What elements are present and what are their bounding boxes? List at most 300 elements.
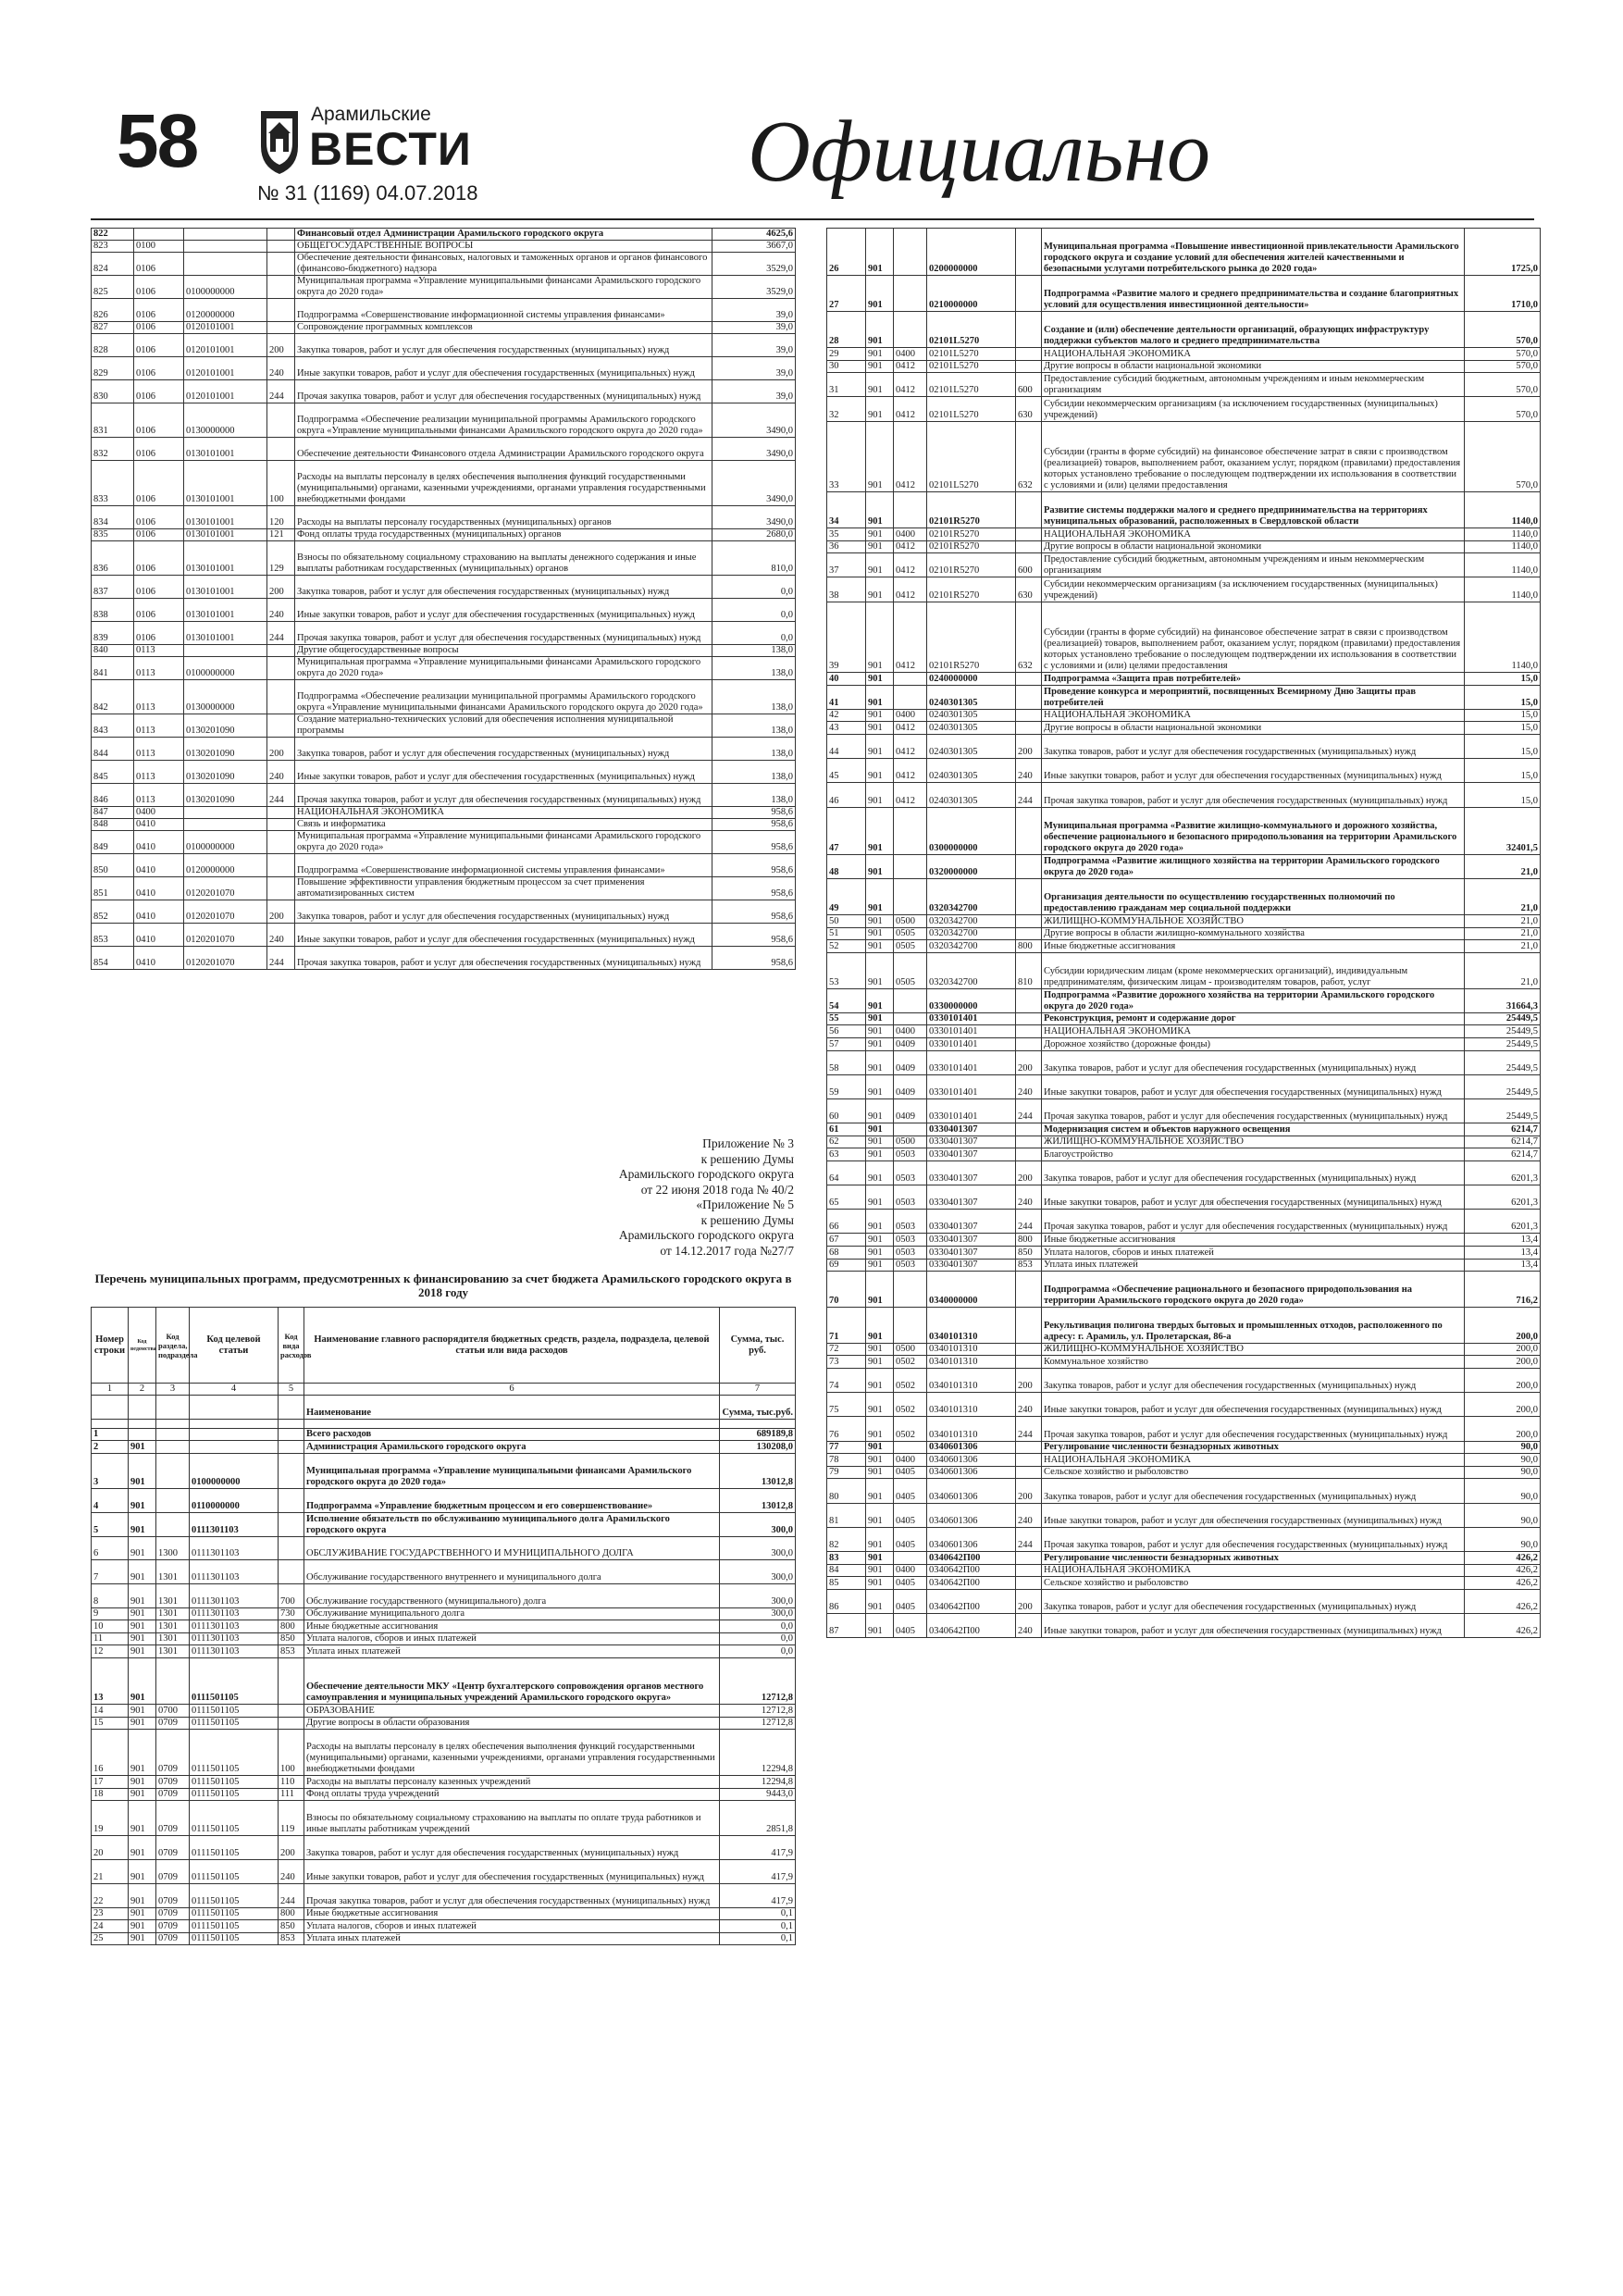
table-cell: 244	[1016, 783, 1042, 807]
table-cell	[1016, 1037, 1042, 1050]
table-row	[92, 1645, 796, 1657]
table-cell	[894, 879, 927, 915]
table-cell: 901	[129, 1884, 156, 1908]
table-cell: 200	[1016, 1160, 1042, 1185]
table-cell: 901	[866, 927, 894, 940]
table-cell: 0106	[134, 622, 184, 645]
table-cell	[267, 403, 295, 438]
table-cell: 12294,8	[720, 1729, 796, 1776]
table-cell: 0340642П00	[927, 1564, 1016, 1577]
table-cell: 0100000000	[184, 657, 267, 680]
table-row	[827, 1148, 1541, 1161]
table-cell: 0709	[156, 1836, 190, 1860]
table-cell	[267, 831, 295, 854]
table-cell: 200,0	[1465, 1393, 1541, 1417]
table-cell: 43	[827, 722, 866, 735]
table-cell: Субсидии некоммерческим организациям (за исключением государственных (муниципальных) учреждений)	[1042, 397, 1465, 421]
table-cell: 0412	[894, 602, 927, 673]
table-cell: 570,0	[1465, 397, 1541, 421]
table-cell: 0330101401	[927, 1025, 1016, 1038]
table-cell: 3490,0	[712, 506, 796, 529]
table-cell: 138,0	[712, 680, 796, 714]
table-cell: 32	[827, 397, 866, 421]
table-cell: Расходы на выплаты персоналу в целях обеспечения выполнения функций государственными (муниципальными) органами, казенными учреждениями, органами управления государственными внебюджетными фондами	[295, 461, 712, 506]
table-cell: 200,0	[1465, 1369, 1541, 1393]
table-cell: 0405	[894, 1577, 927, 1590]
table-cell: 0130101001	[184, 529, 267, 541]
table-cell: 0505	[894, 952, 927, 988]
table-cell: 901	[129, 1907, 156, 1919]
table-cell: 34	[827, 492, 866, 528]
col-header-row-number: Номер строки	[92, 1308, 129, 1384]
table-cell	[267, 877, 295, 900]
header-rule	[91, 218, 1534, 220]
table-cell: 1710,0	[1465, 276, 1541, 312]
table-cell: 0,0	[712, 599, 796, 622]
table-cell: 0106	[134, 253, 184, 276]
table-cell: 0409	[894, 1050, 927, 1074]
table-cell	[1016, 229, 1042, 276]
table-cell: 901	[129, 1607, 156, 1620]
table-cell: НАЦИОНАЛЬНАЯ ЭКОНОМИКА	[1042, 1564, 1465, 1577]
table-row	[827, 927, 1541, 940]
table-row	[92, 831, 796, 854]
table-cell	[267, 819, 295, 831]
table-cell: Другие вопросы в области национальной экономики	[1042, 360, 1465, 373]
table-cell: 0340601306	[927, 1466, 1016, 1479]
table-cell: 901	[129, 1488, 156, 1512]
table-cell: Закупка товаров, работ и услуг для обеспечения государственных (муниципальных) нужд	[1042, 1479, 1465, 1503]
table-row	[92, 1488, 796, 1512]
table-cell: 0240301305	[927, 783, 1016, 807]
col-number: 7	[720, 1384, 796, 1396]
table-cell: 836	[92, 541, 134, 576]
table-cell: 0405	[894, 1503, 927, 1527]
table-row	[827, 722, 1541, 735]
table-cell	[1016, 1454, 1042, 1467]
table-cell: Сельское хозяйство и рыболовство	[1042, 1577, 1465, 1590]
table-cell: Администрация Арамильского городского округа	[304, 1441, 720, 1453]
table-cell: 0330101401	[927, 1012, 1016, 1025]
table-cell: Обслуживание государственного внутреннего и муниципального долга	[304, 1560, 720, 1584]
page-number: 58	[117, 99, 198, 183]
table-cell: 3490,0	[712, 438, 796, 461]
table-cell: Коммунальное хозяйство	[1042, 1356, 1465, 1369]
table-cell: 57	[827, 1037, 866, 1050]
table-cell: 901	[866, 915, 894, 928]
table-cell: 417,9	[720, 1884, 796, 1908]
table-cell	[267, 645, 295, 657]
table-cell	[1016, 527, 1042, 540]
table-cell: 0130101001	[184, 438, 267, 461]
table-row	[92, 403, 796, 438]
table-row	[827, 1503, 1541, 1527]
table-cell: 901	[866, 1503, 894, 1527]
table-cell: 0709	[156, 1776, 190, 1788]
table-row	[827, 879, 1541, 915]
table-cell: 66	[827, 1210, 866, 1234]
table-cell: ЖИЛИЩНО-КОММУНАЛЬНОЕ ХОЗЯЙСТВО	[1042, 1136, 1465, 1148]
table-cell: 0400	[894, 347, 927, 360]
table-cell: 849	[92, 831, 134, 854]
table-cell: 0106	[134, 334, 184, 357]
table-cell: 0405	[894, 1613, 927, 1637]
table-cell: 240	[1016, 1503, 1042, 1527]
table-cell: 55	[827, 1012, 866, 1025]
table-cell: 0320342700	[927, 952, 1016, 988]
table-cell: 240	[1016, 1393, 1042, 1417]
table-cell: Регулирование численности безнадзорных животных	[1042, 1551, 1465, 1564]
table-cell: 901	[866, 709, 894, 722]
table-cell: 36	[827, 540, 866, 553]
table-cell: 3	[92, 1453, 129, 1488]
table-cell: 901	[866, 1466, 894, 1479]
table-cell: Финансовый отдел Администрации Арамильского городского округа	[295, 229, 712, 241]
table-cell: 0405	[894, 1479, 927, 1503]
table-cell: 901	[866, 492, 894, 528]
table-cell: 901	[129, 1560, 156, 1584]
table-cell: 901	[866, 1160, 894, 1185]
table-cell: 0111501105	[190, 1788, 279, 1800]
table-cell: 901	[866, 685, 894, 709]
table-cell: 39,0	[712, 380, 796, 403]
table-cell: 850	[92, 854, 134, 877]
table-cell: 0120201070	[184, 924, 267, 947]
table-cell: 02101R5270	[927, 553, 1016, 577]
table-cell: Обеспечение деятельности Финансового отдела Администрации Арамильского городского округа	[295, 438, 712, 461]
table-cell: 70	[827, 1272, 866, 1308]
table-cell: 100	[279, 1729, 304, 1776]
table-cell: 02101L5270	[927, 373, 1016, 397]
table-cell: 0120000000	[184, 299, 267, 322]
table-cell: Закупка товаров, работ и услуг для обеспечения государственных (муниципальных) нужд	[295, 334, 712, 357]
table-cell: 13	[92, 1657, 129, 1705]
table-cell: 0240301305	[927, 709, 1016, 722]
table-cell: 0340101310	[927, 1417, 1016, 1441]
table-cell: 853	[92, 924, 134, 947]
table-cell: 200,0	[1465, 1308, 1541, 1344]
table-cell: 0412	[894, 373, 927, 397]
table-cell: 958,6	[712, 807, 796, 819]
table-cell	[1016, 492, 1042, 528]
table-cell: 901	[866, 602, 894, 673]
col-number: 3	[156, 1384, 190, 1396]
table-cell: 37	[827, 553, 866, 577]
table-cell: 901	[866, 1247, 894, 1260]
table-cell: Закупка товаров, работ и услуг для обеспечения государственных (муниципальных) нужд	[295, 576, 712, 599]
table-cell	[184, 645, 267, 657]
table-cell: Дорожное хозяйство (дорожные фонды)	[1042, 1037, 1465, 1050]
table-cell	[894, 807, 927, 854]
table-cell: 0106	[134, 461, 184, 506]
table-cell: 901	[129, 1645, 156, 1657]
table-cell: 0111301103	[190, 1620, 279, 1632]
table-cell: 45	[827, 759, 866, 783]
table-cell: 730	[279, 1607, 304, 1620]
table-cell: ЖИЛИЩНО-КОММУНАЛЬНОЕ ХОЗЯЙСТВО	[1042, 1343, 1465, 1356]
table-row	[92, 947, 796, 970]
table-cell	[267, 253, 295, 276]
table-cell: 0106	[134, 380, 184, 403]
table-cell: 426,2	[1465, 1577, 1541, 1590]
table-cell: 5	[92, 1512, 129, 1536]
table-cell	[1016, 722, 1042, 735]
table-cell: 0502	[894, 1356, 927, 1369]
table-cell: 901	[129, 1512, 156, 1536]
col-header-expense-type: Код вида расходов	[279, 1308, 304, 1384]
table-cell: Уплата налогов, сборов и иных платежей	[304, 1632, 720, 1644]
table-cell: 29	[827, 347, 866, 360]
table-cell: 901	[866, 1210, 894, 1234]
table-cell: 901	[866, 1551, 894, 1564]
table-row	[92, 357, 796, 380]
table-cell: 426,2	[1465, 1589, 1541, 1613]
table-cell: 901	[866, 1012, 894, 1025]
table-cell: 901	[129, 1788, 156, 1800]
table-cell: 958,6	[712, 924, 796, 947]
paper-name-bottom: ВЕСТИ	[309, 123, 472, 175]
table-cell: 0340642П00	[927, 1577, 1016, 1590]
table-row	[827, 1037, 1541, 1050]
table-cell: Подпрограмма «Защита прав потребителей»	[1042, 673, 1465, 686]
table-cell: 15,0	[1465, 783, 1541, 807]
table-cell: 901	[866, 1185, 894, 1210]
table-cell: 0111301103	[190, 1536, 279, 1560]
coat-of-arms-icon	[257, 105, 302, 176]
table-cell: 0111301103	[190, 1607, 279, 1620]
table-cell: 0330101401	[927, 1050, 1016, 1074]
table-row	[92, 1536, 796, 1560]
table-cell: 200	[267, 576, 295, 599]
table-cell: 0320342700	[927, 915, 1016, 928]
table-row	[827, 735, 1541, 759]
table-cell: 6201,3	[1465, 1210, 1541, 1234]
table-row	[92, 576, 796, 599]
table-cell: Прочая закупка товаров, работ и услуг для обеспечения государственных (муниципальных) нужд	[295, 622, 712, 645]
table-cell: 0106	[134, 576, 184, 599]
table-row	[92, 541, 796, 576]
table-cell: 0110000000	[190, 1488, 279, 1512]
table-cell: 958,6	[712, 900, 796, 924]
table-row	[92, 784, 796, 807]
table-cell: 138,0	[712, 645, 796, 657]
table-cell: 958,6	[712, 819, 796, 831]
table-cell: 835	[92, 529, 134, 541]
table-cell: 138,0	[712, 657, 796, 680]
table-cell	[134, 229, 184, 241]
table-cell: 0503	[894, 1210, 927, 1234]
table-cell: 22	[92, 1884, 129, 1908]
table-cell: 15,0	[1465, 735, 1541, 759]
table-cell: 200,0	[1465, 1343, 1541, 1356]
table-row	[827, 709, 1541, 722]
table-cell	[184, 229, 267, 241]
table-cell: 15,0	[1465, 673, 1541, 686]
table-cell: 30	[827, 360, 866, 373]
table-cell: 0503	[894, 1234, 927, 1247]
table-cell: 0503	[894, 1247, 927, 1260]
table-cell	[1016, 1551, 1042, 1564]
table-cell: 0340101310	[927, 1356, 1016, 1369]
table-cell: 851	[92, 877, 134, 900]
table-cell	[894, 1551, 927, 1564]
table-cell: 1301	[156, 1620, 190, 1632]
table-cell: 901	[866, 1025, 894, 1038]
table-cell: 200,0	[1465, 1356, 1541, 1369]
table-cell: 0106	[134, 403, 184, 438]
table-cell: 84	[827, 1564, 866, 1577]
table-cell: 25449,5	[1465, 1012, 1541, 1025]
table-cell: 90,0	[1465, 1454, 1541, 1467]
table-cell: 901	[866, 735, 894, 759]
table-cell: 570,0	[1465, 347, 1541, 360]
table-cell	[1016, 1308, 1042, 1344]
table-cell: 21	[92, 1860, 129, 1884]
table-cell: 0240301305	[927, 735, 1016, 759]
table-cell: 0111501105	[190, 1705, 279, 1717]
table-cell: 23	[92, 1907, 129, 1919]
table-cell: 0120201070	[184, 947, 267, 970]
table-row	[92, 380, 796, 403]
table-cell: 0130101001	[184, 506, 267, 529]
table-cell: Подпрограмма «Совершенствование информационной системы управления финансами»	[295, 299, 712, 322]
table-row	[827, 1210, 1541, 1234]
table-cell: 51	[827, 927, 866, 940]
table-cell: Подпрограмма «Обеспечение реализации муниципальной программы Арамильского городского округа «Управление муниципальными финансами Арамильского городского округа до 2020 года»	[295, 680, 712, 714]
table-cell: 426,2	[1465, 1551, 1541, 1564]
table-cell	[184, 819, 267, 831]
table-cell: 810	[1016, 952, 1042, 988]
table-cell: 0330101401	[927, 1037, 1016, 1050]
table-cell: 0500	[894, 1136, 927, 1148]
table-cell: 14	[92, 1705, 129, 1717]
table-row	[827, 1589, 1541, 1613]
table-cell: 3529,0	[712, 253, 796, 276]
table-cell: 21,0	[1465, 940, 1541, 953]
table-cell: Обеспечение деятельности МКУ «Центр бухгалтерского сопровождения органов местного самоуправления и муниципальных учреждений Арамильского городского округа»	[304, 1657, 720, 1705]
table-cell: 6	[92, 1536, 129, 1560]
table-cell: 901	[866, 1074, 894, 1098]
table-cell: 901	[866, 1136, 894, 1148]
table-cell: 901	[866, 1123, 894, 1136]
table-cell: 1301	[156, 1632, 190, 1644]
table-cell: 901	[866, 312, 894, 348]
table-cell	[894, 673, 927, 686]
table-cell: 901	[866, 722, 894, 735]
table-cell: 71	[827, 1308, 866, 1344]
table-cell: 1140,0	[1465, 602, 1541, 673]
table-cell: 200	[1016, 1050, 1042, 1074]
table-cell: Иные закупки товаров, работ и услуг для обеспечения государственных (муниципальных) нужд	[295, 357, 712, 380]
table-cell: 824	[92, 253, 134, 276]
table-cell: 853	[279, 1645, 304, 1657]
table-cell: 20	[92, 1836, 129, 1860]
table-row	[827, 1098, 1541, 1123]
table-cell: 200	[279, 1836, 304, 1860]
table-cell: 15,0	[1465, 759, 1541, 783]
table-cell: 0709	[156, 1729, 190, 1776]
table-cell	[267, 299, 295, 322]
table-cell: 2680,0	[712, 529, 796, 541]
table-cell: 0111501105	[190, 1776, 279, 1788]
table-row	[827, 373, 1541, 397]
table-cell: Иные закупки товаров, работ и услуг для обеспечения государственных (муниципальных) нужд	[304, 1860, 720, 1884]
table-cell: 0130101001	[184, 622, 267, 645]
table-cell: Взносы по обязательному социальному страхованию на выплаты по оплате труда работников и иные выплаты работникам учреждений	[304, 1801, 720, 1836]
table-cell: 244	[1016, 1527, 1042, 1551]
table-cell: 90,0	[1465, 1479, 1541, 1503]
table-cell: 901	[866, 1393, 894, 1417]
table-cell	[1016, 1148, 1042, 1161]
table-row	[827, 1577, 1541, 1590]
table-cell: 901	[866, 1441, 894, 1454]
table-row	[92, 229, 796, 241]
table-cell: 0400	[894, 1025, 927, 1038]
table-row	[827, 1369, 1541, 1393]
col-header-name: Наименование главного распорядителя бюджетных средств, раздела, подраздела, целевой статьи или вида расходов	[304, 1308, 720, 1384]
table-row	[827, 988, 1541, 1012]
table-cell: 240	[279, 1860, 304, 1884]
table-cell: Другие вопросы в области жилищно-коммунального хозяйства	[1042, 927, 1465, 940]
table-cell: 4625,6	[712, 229, 796, 241]
table-row	[92, 1932, 796, 1944]
table-row	[827, 229, 1541, 276]
table-cell: 240	[1016, 1185, 1042, 1210]
table-cell: Сопровождение программных комплексов	[295, 322, 712, 334]
table-cell: 901	[866, 553, 894, 577]
table-cell: 837	[92, 576, 134, 599]
table-cell: Закупка товаров, работ и услуг для обеспечения государственных (муниципальных) нужд	[1042, 735, 1465, 759]
table-cell: 13,4	[1465, 1259, 1541, 1272]
table-cell	[267, 322, 295, 334]
table-cell: 0113	[134, 738, 184, 761]
table-cell: 0106	[134, 438, 184, 461]
table-cell: 0111301103	[190, 1512, 279, 1536]
table-cell: Муниципальная программа «Развитие жилищно-коммунального и дорожного хозяйства, обеспечение рационального и безопасного природопользования на территории Арамильского городского округа до 2020 года»	[1042, 807, 1465, 854]
table-cell	[1016, 673, 1042, 686]
table-cell: Прочая закупка товаров, работ и услуг для обеспечения государственных (муниципальных) нужд	[1042, 1527, 1465, 1551]
table-row	[827, 602, 1541, 673]
table-cell: 3490,0	[712, 461, 796, 506]
table-cell: Уплата иных платежей	[304, 1645, 720, 1657]
table-cell: 83	[827, 1551, 866, 1564]
table-cell: 0400	[894, 1454, 927, 1467]
table-cell: Закупка товаров, работ и услуг для обеспечения государственных (муниципальных) нужд	[1042, 1160, 1465, 1185]
table-row	[827, 1441, 1541, 1454]
table-cell: Прочая закупка товаров, работ и услуг для обеспечения государственных (муниципальных) нужд	[1042, 783, 1465, 807]
table-cell: 35	[827, 527, 866, 540]
table-row	[827, 1308, 1541, 1344]
table-cell: 0320342700	[927, 927, 1016, 940]
table-cell: 39,0	[712, 299, 796, 322]
table-cell: Подпрограмма «Совершенствование информационной системы управления финансами»	[295, 854, 712, 877]
table-cell: Иные бюджетные ассигнования	[304, 1620, 720, 1632]
table-cell: 0412	[894, 360, 927, 373]
table-cell: 0,0	[720, 1645, 796, 1657]
table-cell: 0709	[156, 1788, 190, 1800]
table-cell: 831	[92, 403, 134, 438]
table-cell: Прочая закупка товаров, работ и услуг для обеспечения государственных (муниципальных) нужд	[295, 947, 712, 970]
table-cell: 630	[1016, 577, 1042, 602]
table-cell: 0340101310	[927, 1343, 1016, 1356]
table-cell: 0,1	[720, 1920, 796, 1932]
appendix-line: к решению Думы	[700, 1212, 794, 1227]
table-cell: 0405	[894, 1527, 927, 1551]
table-cell: 1140,0	[1465, 492, 1541, 528]
table-cell: 0130201090	[184, 784, 267, 807]
table-cell: Сельское хозяйство и рыболовство	[1042, 1466, 1465, 1479]
table-row	[827, 1454, 1541, 1467]
